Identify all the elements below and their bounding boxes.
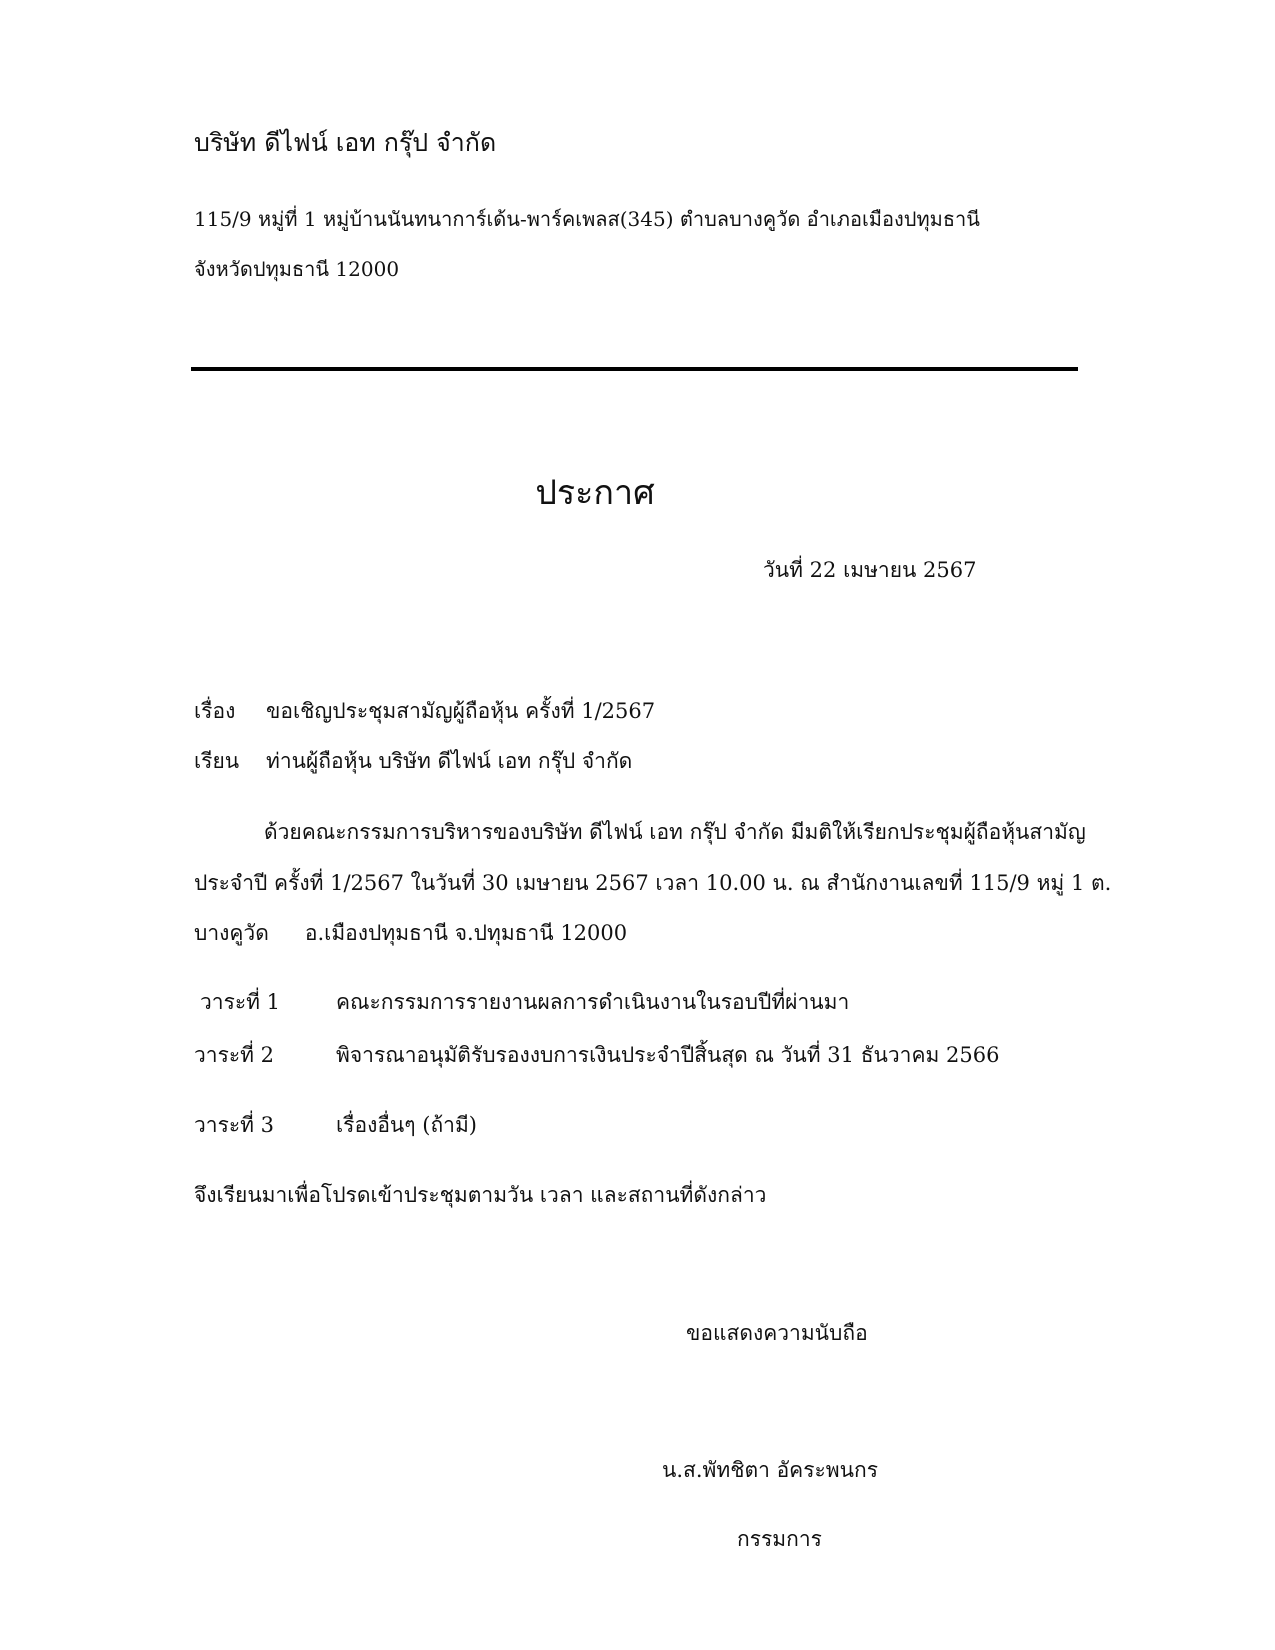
closing-regards: ขอแสดงความนับถือ (686, 1321, 868, 1345)
body-line-3 (194, 918, 627, 948)
company-address-line2: จังหวัดปทุมธานี 12000 (194, 257, 400, 281)
company-address-line1: 115/9 หมู่ที่ 1 หมู่บ้านนันทนาการ์เด้น-พาร์คเพลส(345) ตำบลบางคูวัด อำเภอเมืองปทุมธานี (194, 207, 980, 231)
document-title: ประกาศ (535, 473, 655, 513)
document-date: วันที่ 22 เมษายน 2567 (763, 558, 977, 582)
body-line-1: ด้วยคณะกรรมการบริหารของบริษัท ดีไฟน์ เอท กรุ๊ป จำกัด มีมติให้เรียกประชุมผู้ถือหุ้นสามัญ (264, 820, 1086, 844)
header-divider (191, 367, 1078, 371)
subject-text: ขอเชิญประชุมสามัญผู้ถือหุ้น ครั้งที่ 1/2567 (266, 699, 656, 723)
agenda-item-3-text: เรื่องอื่นๆ (ถ้ามี) (336, 1113, 477, 1137)
body-line-3-district: อ.เมืองปทุมธานี จ.ปทุมธานี 12000 (304, 921, 628, 945)
agenda-item-1-number: วาระที่ 1 (200, 990, 281, 1014)
company-name: บริษัท ดีไฟน์ เอท กรุ๊ป จำกัด (194, 128, 497, 157)
recipient-text: ท่านผู้ถือหุ้น บริษัท ดีไฟน์ เอท กรุ๊ป จำกัด (266, 749, 633, 773)
closing-sentence: จึงเรียนมาเพื่อโปรดเข้าประชุมตามวัน เวลา และสถานที่ดังกล่าว (194, 1183, 767, 1207)
recipient-label: เรียน (194, 749, 240, 773)
signer-position: กรรมการ (737, 1527, 822, 1551)
signer-name: น.ส.พัทชิตา อัคระพนกร (662, 1458, 878, 1482)
subject-label: เรื่อง (194, 699, 236, 723)
agenda-item-2-text: พิจารณาอนุมัติรับรองงบการเงินประจำปีสิ้นสุด ณ วันที่ 31 ธันวาคม 2566 (336, 1043, 1000, 1067)
agenda-item-1-text: คณะกรรมการรายงานผลการดำเนินงานในรอบปีที่ผ่านมา (336, 990, 850, 1014)
agenda-item-3-number: วาระที่ 3 (194, 1113, 275, 1137)
body-line-3-location: บางคูวัด (194, 921, 269, 945)
agenda-item-2-number: วาระที่ 2 (194, 1043, 275, 1067)
body-line-2: ประจำปี ครั้งที่ 1/2567 ในวันที่ 30 เมษายน 2567 เวลา 10.00 น. ณ สำนักงานเลขที่ 115/9 หมู่ 1 ต. (194, 871, 1112, 895)
